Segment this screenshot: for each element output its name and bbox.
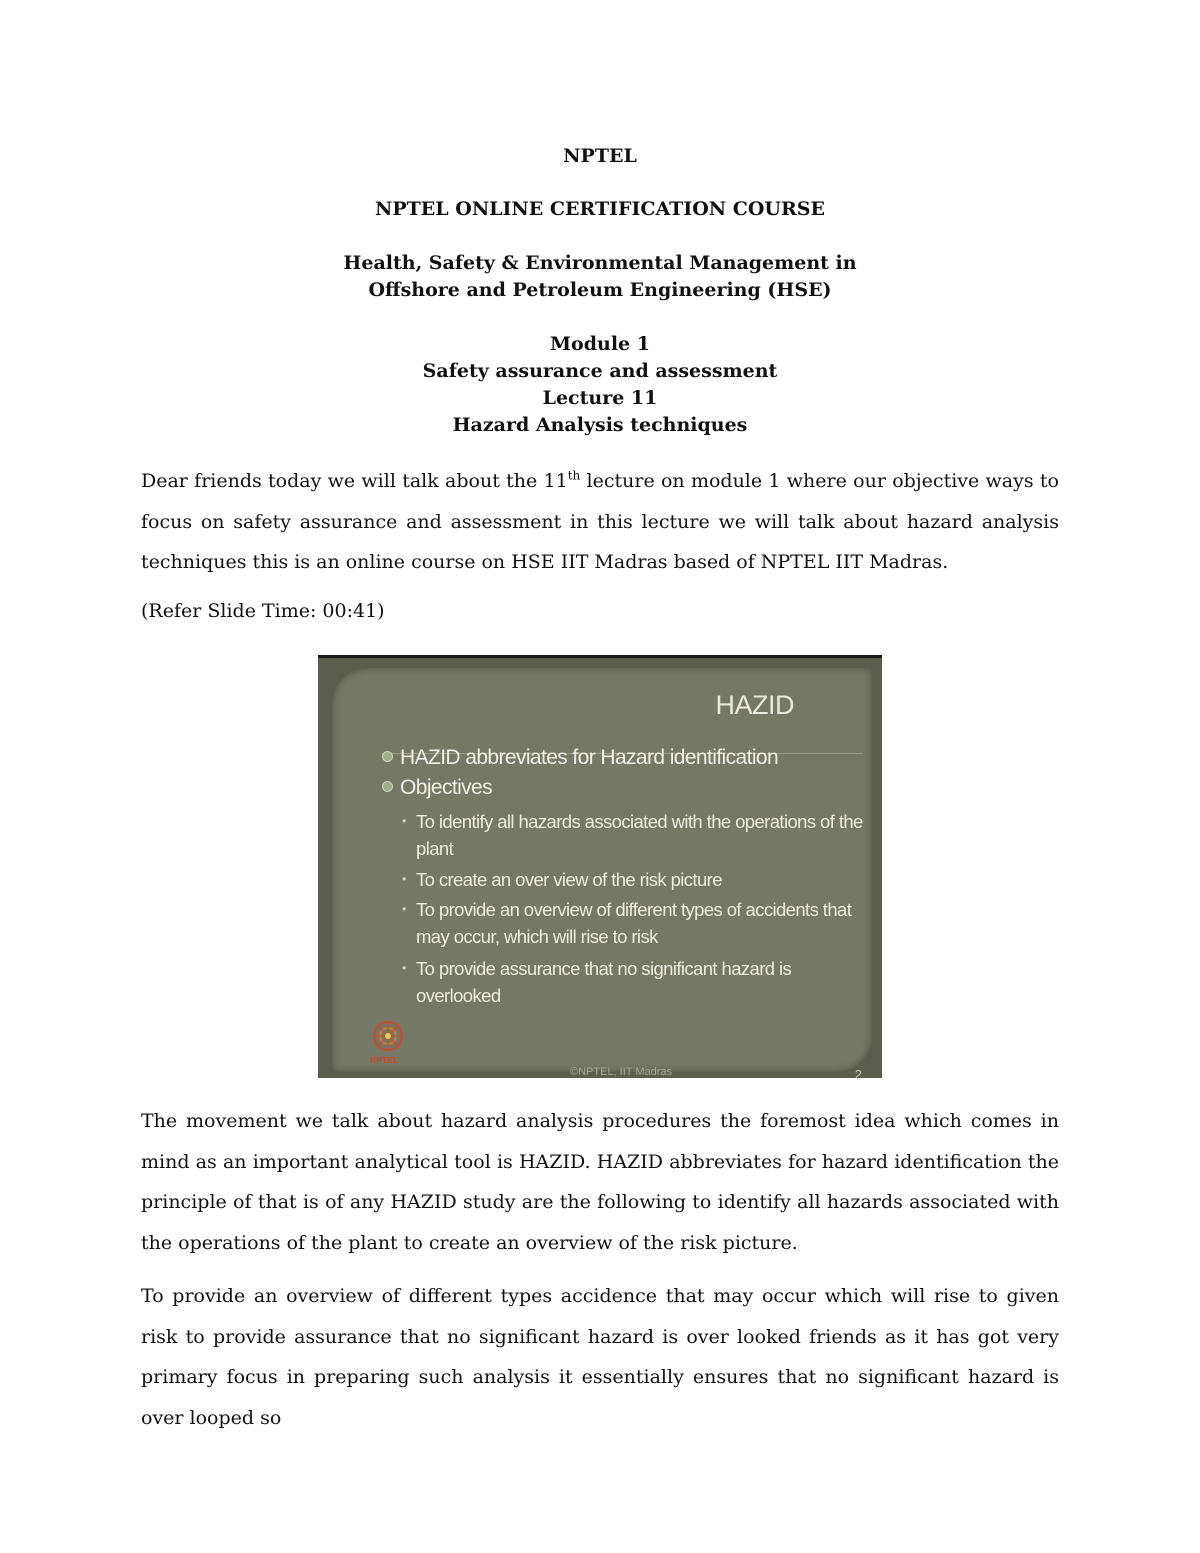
module-topic: Safety assurance and assessment <box>422 360 778 382</box>
intro-text-b: lecture on module 1 where our objective ways to focus on safety assurance and assessment in this lecture we will talk about hazard analysis techniques this is an online course on HSE IIT Madras based of NPTEL IIT Madras. <box>141 470 1059 573</box>
sub-bullet-icon: • <box>402 961 406 975</box>
slide-footer: ©NPTEL, IIT Madras <box>570 1066 673 1078</box>
slide-page-number: 2 <box>854 1067 862 1078</box>
body-paragraph-2: To provide an overview of different types accidence that may occur which will rise to given risk to provide assurance that no significant hazard is over looked friends as it has got very primary focus in preparing such analysis it essentially ensures that no significant hazard is over looped so <box>141 1285 1059 1429</box>
logo-text: NPTEL <box>370 1056 399 1065</box>
slide-sub-bullet: • To provide assurance that no significant hazard is overlooked <box>402 955 872 1009</box>
bullet-dot-icon <box>382 781 393 792</box>
nptel-logo-icon <box>372 1020 404 1052</box>
slide-title: HAZID <box>715 690 794 720</box>
intro-paragraph <box>141 461 1059 583</box>
slide-sub-bullet: • To identify all hazards associated with the operations of the plant <box>402 808 872 862</box>
intro-text-a: Dear friends today we will talk about the 11 <box>141 470 568 492</box>
org-heading: NPTEL <box>563 145 637 167</box>
slide-panel <box>332 668 872 1078</box>
sub-bullet-icon: • <box>402 814 406 828</box>
bullet-dot-icon <box>382 751 393 762</box>
slide-sub-bullet: • To create an over view of the risk picture <box>402 866 872 893</box>
slide-bullet: Objectives <box>382 776 492 800</box>
course-heading: NPTEL ONLINE CERTIFICATION COURSE <box>375 198 825 220</box>
refer-slide-time: (Refer Slide Time: 00:41) <box>141 600 385 622</box>
sub-bullet-icon: • <box>402 902 406 916</box>
intro-superscript: th <box>567 468 581 483</box>
module-heading: Module 1 <box>550 333 650 355</box>
body-paragraph-1: The movement we talk about hazard analysis procedures the foremost idea which comes in mind as an important analytical tool is HAZID. HAZID abbreviates for hazard identification the principle of that is of any HAZID study are the following to identify all hazards associated with the operations of the plant to create an overview of the risk picture. <box>141 1110 1059 1254</box>
slide-sub-bullet: • To provide an overview of different types of accidents that may occur, which will rise to risk <box>402 896 872 950</box>
course-title-line1: Health, Safety & Environmental Management in <box>343 252 857 274</box>
course-title-line2: Offshore and Petroleum Engineering (HSE) <box>368 279 832 301</box>
lecture-heading: Lecture 11 <box>542 387 658 409</box>
lecture-slide-image <box>318 655 882 1078</box>
slide-bullet: HAZID abbreviates for Hazard identification <box>382 746 778 770</box>
lecture-topic: Hazard Analysis techniques <box>452 414 748 436</box>
sub-bullet-icon: • <box>402 872 406 886</box>
